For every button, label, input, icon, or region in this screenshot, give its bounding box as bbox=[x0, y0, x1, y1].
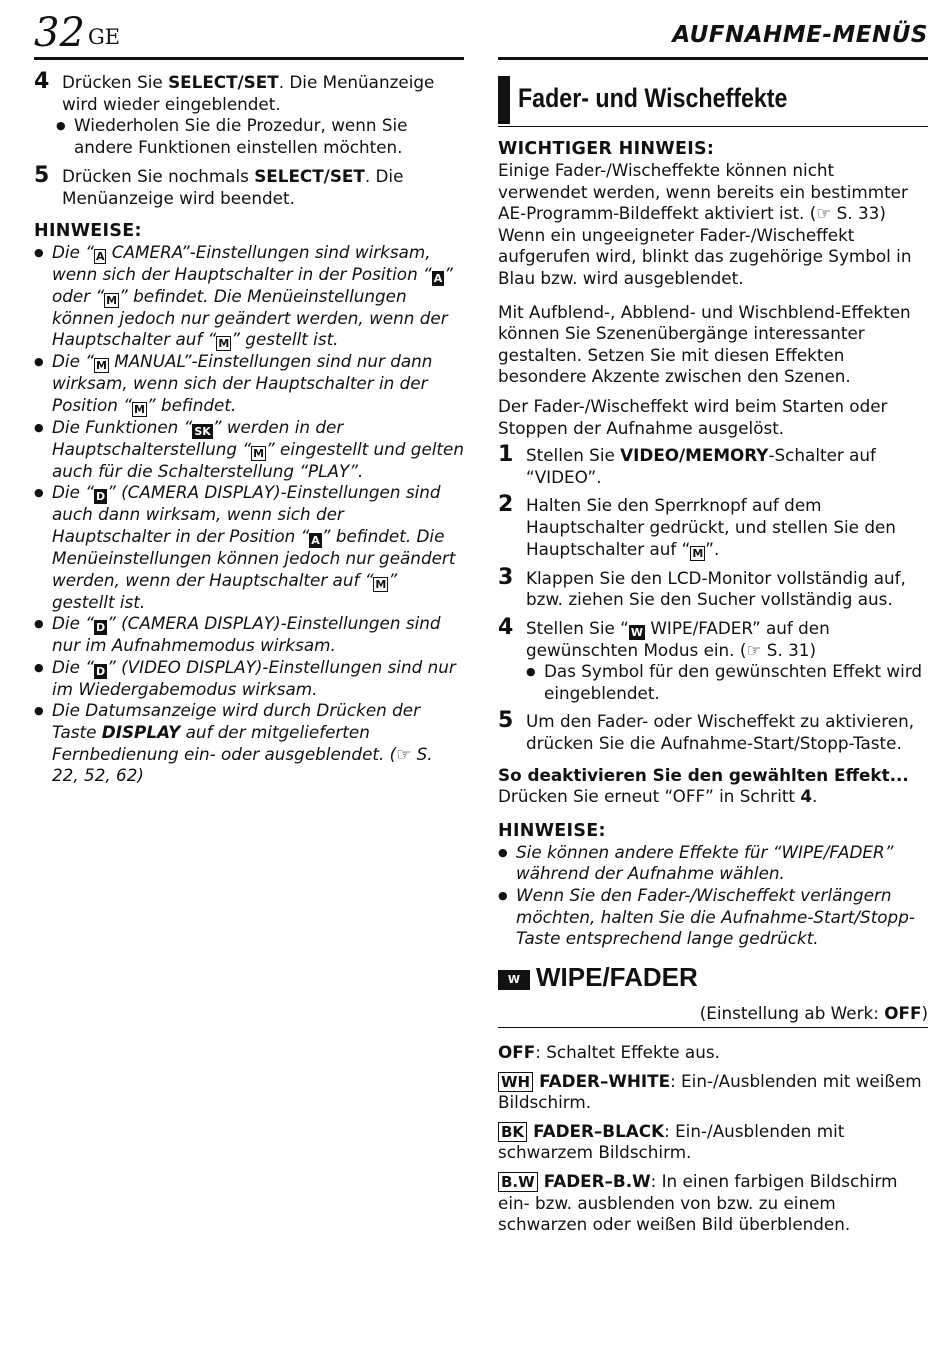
note-item: ● Die Funktionen “ SK ” werden in der Hauptschalterstellung “ M ” eingestellt und gelten auch für die Schalterstellung “PLAY”. bbox=[34, 417, 464, 483]
manual-mode-icon: M bbox=[375, 577, 387, 591]
intro-paragraph: Mit Aufblend-, Abblend- und Wischblend-Effekten können Sie Szenenübergänge interessanter gestalten. Setzen Sie mit diesen Effekten besondere Akzente zwischen den Szenen. bbox=[498, 301, 911, 387]
deactivate-text: Drücken Sie erneut “OFF” in Schritt 4. bbox=[498, 786, 818, 807]
wipe-fader-heading bbox=[498, 962, 698, 993]
left-column bbox=[34, 69, 464, 787]
display-icon: D bbox=[95, 490, 106, 504]
reference-pointer-icon: ☞ bbox=[746, 639, 762, 660]
option-fader-black: BK FADER–BLACK: Ein-/Ausblenden mit schwarzem Bildschirm. bbox=[498, 1120, 845, 1163]
note-item: ● Die Datumsanzeige wird durch Drücken der Taste DISPLAY auf der mitgelieferten Fernbedienung ein- oder ausgeblendet. (☞ S. 22, 52, 62) bbox=[34, 700, 464, 786]
step-4 bbox=[34, 69, 464, 158]
note-item: ● Die “ D ” (VIDEO DISPLAY)-Einstellungen sind nur im Wiedergabemodus wirksam. bbox=[34, 657, 464, 701]
step-number: 4 bbox=[34, 69, 50, 94]
auto-mode-icon: A bbox=[311, 533, 320, 547]
note-item: ● Wenn Sie den Fader-/Wischeffekt verlängern möchten, halten Sie die Aufnahme-Start/Stopp-Taste entsprechend lange gedrückt. bbox=[498, 885, 928, 950]
step-number: 1 bbox=[498, 442, 514, 468]
text: Drücken Sie bbox=[62, 72, 169, 92]
option-fader-bw: B.W FADER–B.W: In einen farbigen Bildschirm ein- bzw. ausblenden von bzw. zu einem schwarzen oder weißen Bild überblenden. bbox=[498, 1170, 898, 1235]
fader-bw-icon: B.W bbox=[498, 1172, 538, 1192]
step-number: 2 bbox=[498, 492, 514, 518]
header-rule-right bbox=[498, 57, 928, 60]
fader-black-icon: BK bbox=[498, 1122, 527, 1142]
bullet-item: ● Wiederholen Sie die Prozedur, wenn Sie andere Funktionen einstellen möchten. bbox=[56, 115, 464, 158]
text: Drücken Sie nochmals bbox=[62, 166, 255, 187]
wipe-fader-rule bbox=[498, 1027, 928, 1028]
section-heading: Fader- und Wischeffekte bbox=[518, 83, 788, 113]
button-name: SELECT/SET bbox=[254, 166, 365, 187]
section-title: AUFNAHME-MENÜS bbox=[672, 22, 928, 48]
manual-menu-icon: M bbox=[95, 359, 107, 373]
page-number: 32 bbox=[34, 10, 85, 56]
manual-mode-icon: M bbox=[253, 446, 265, 460]
header-rule-left bbox=[34, 57, 464, 60]
note-item: ● Die “ D ” (CAMERA DISPLAY)-Einstellungen sind nur im Aufnahmemodus wirksam. bbox=[34, 613, 464, 657]
display-icon: D bbox=[95, 664, 106, 678]
step-number: 3 bbox=[498, 564, 514, 590]
notes-list bbox=[34, 242, 464, 787]
option-fader-white: WH FADER–WHITE: Ein-/Ausblenden mit weißem Bildschirm. bbox=[498, 1070, 922, 1113]
page-language-code: GE bbox=[88, 25, 121, 49]
important-text: Einige Fader-/Wischeffekte können nicht verwendet werden, wenn bereits ein bestimmter AE-Programm-Bildeffekt aktiviert ist. (☞ S. 33) Wenn ein ungeeigneter Fader-/Wischeffekt aufgerufen wird, blinkt das zugehörige Symbol in Blau bzw. wird ausgeblendet. bbox=[498, 160, 912, 288]
manual-mode-icon: M bbox=[133, 402, 145, 416]
auto-mode-icon: A bbox=[433, 271, 443, 285]
step-number: 5 bbox=[34, 163, 50, 189]
system-icon: SK bbox=[194, 424, 211, 438]
important-heading: WICHTIGER HINWEIS: bbox=[498, 139, 715, 159]
fader-white-icon: WH bbox=[498, 1072, 533, 1092]
text: . Die Menüanzeige wird beendet. bbox=[62, 166, 404, 208]
step-number: 4 bbox=[498, 614, 514, 640]
wipe-fader-icon: W bbox=[498, 970, 530, 990]
bullet-item: ● Das Symbol für den gewünschten Effekt wird eingeblendet. bbox=[526, 661, 928, 704]
intro-paragraph: Der Fader-/Wischeffekt wird beim Starten oder Stoppen der Aufnahme ausgelöst. bbox=[498, 395, 888, 438]
option-off: OFF: Schaltet Effekte aus. bbox=[498, 1042, 720, 1062]
note-item: ● Die “ M MANUAL”-Einstellungen sind nur dann wirksam, wenn sich der Hauptschalter in der Position “ M ” befindet. bbox=[34, 351, 464, 417]
step-4: 4 Stellen Sie “ W WIPE/FADER” auf den gewünschten Modus ein. (☞ S. 31) ● Das Symbol für den gewünschten Effekt wird eingeblendet. bbox=[498, 618, 928, 705]
button-name: SELECT/SET bbox=[168, 72, 279, 92]
note-item: ● Die “ A CAMERA”-Einstellungen sind wirksam, wenn sich der Hauptschalter in der Position “ A ” oder “ M ” befindet. Die Menüeinstellungen können jedoch nur geändert werden, wenn der Hauptschalter auf “ M ” gestellt ist. bbox=[34, 242, 464, 352]
note-item: ● Sie können andere Effekte für “WIPE/FADER” während der Aufnahme wählen. bbox=[498, 842, 928, 885]
notes-heading: HINWEISE: bbox=[498, 820, 606, 841]
display-icon: D bbox=[95, 621, 106, 635]
right-column bbox=[498, 138, 928, 950]
wipe-fader-icon: W bbox=[630, 625, 643, 639]
step-2: 2 Halten Sie den Sperrknopf auf dem Hauptschalter gedrückt, und stellen Sie den Hauptschalter auf “ M ”. bbox=[498, 492, 896, 560]
manual-mode-icon: M bbox=[218, 337, 230, 351]
note-item: ● Die “ D ” (CAMERA DISPLAY)-Einstellungen sind auch dann wirksam, wenn sich der Hauptschalter in der Position “ A ” befindet. Die Menüeinstellungen können jedoch nur geändert werden, wenn der Hauptschalter auf “ M ” gestellt ist. bbox=[34, 482, 464, 613]
notes-heading: HINWEISE: bbox=[34, 220, 142, 241]
manual-mode-icon: M bbox=[692, 546, 704, 560]
step-3: 3 Klappen Sie den LCD-Monitor vollständig auf, bzw. ziehen Sie den Sucher vollständig aus. bbox=[498, 564, 906, 610]
deactivate-heading: So deaktivieren Sie den gewählten Effekt... bbox=[498, 764, 909, 785]
heading-bar bbox=[498, 76, 510, 124]
wipe-fader-options bbox=[498, 1042, 928, 1236]
step-5: 5 Um den Fader- oder Wischeffekt zu aktivieren, drücken Sie die Aufnahme-Start/Stopp-Taste. bbox=[498, 708, 915, 754]
factory-default: (Einstellung ab Werk: OFF) bbox=[699, 1003, 928, 1023]
step-number: 5 bbox=[498, 708, 514, 734]
heading-rule bbox=[498, 126, 928, 127]
manual-mode-icon: M bbox=[106, 293, 118, 307]
camera-mode-icon: A bbox=[95, 249, 105, 263]
reference-pointer-icon: ☞ bbox=[396, 743, 412, 764]
step-1: 1 Stellen Sie VIDEO/MEMORY-Schalter auf “VIDEO”. bbox=[498, 442, 876, 487]
wipe-fader-title: WIPE/FADER bbox=[536, 962, 698, 992]
reference-pointer-icon: ☞ bbox=[816, 203, 832, 224]
text: . Die Menüanzeige wird wieder eingeblendet. bbox=[62, 72, 435, 114]
step-5 bbox=[34, 163, 464, 209]
